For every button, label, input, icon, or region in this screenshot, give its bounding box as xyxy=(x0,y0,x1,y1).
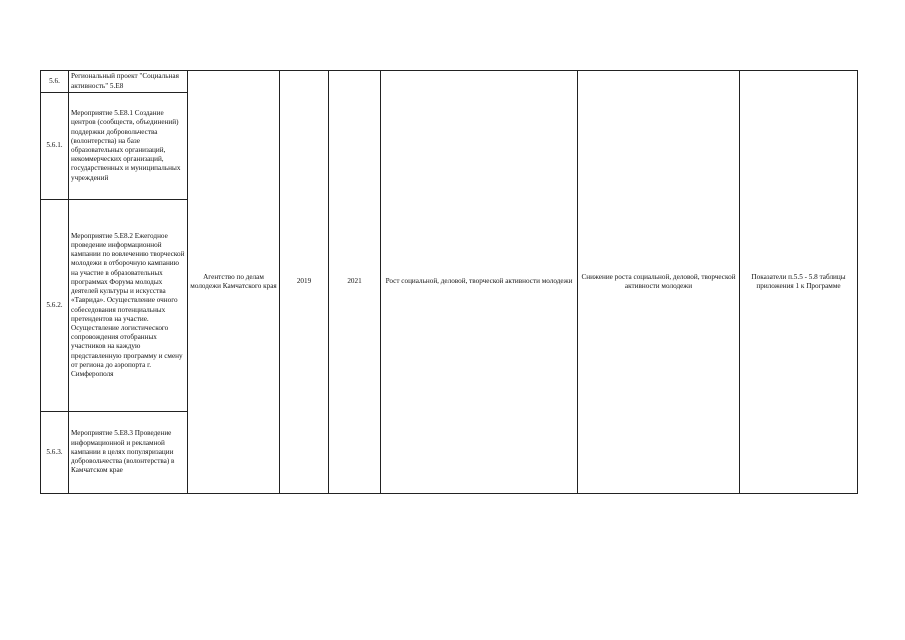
executor-cell: Агентство по делам молодежи Камчатского края xyxy=(188,71,280,494)
expected-result-cell: Рост социальной, деловой, творческой активности молодежи xyxy=(381,71,578,494)
start-year-cell: 2019 xyxy=(280,71,329,494)
row-title: Мероприятие 5.Е8.2 Ежегодное проведение информационной кампании по вовлечению творческой молодежи в отборочную кампанию на участие в образовательных программах Форума молодых деятелей культуры и искусства «Таврида». Осуществление очного собеседования потенциальных претендентов на участие. Осуществление логистического сопровождения отобранных участников на каждую представленную программу и смену от региона до аэропорта г. Симферополя xyxy=(69,200,188,412)
row-title: Мероприятие 5.Е8.3 Проведение информационной и рекламной кампании в целях популяризации добровольчества (волонтерства) в Камчатском крае xyxy=(69,412,188,494)
row-number: 5.6.1. xyxy=(41,93,69,200)
row-title: Мероприятие 5.Е8.1 Создание центров (сообществ, объединений) поддержки добровольчества (волонтерства) на базе образовательных организаций, некоммерческих организаций, государственных и муниципальных учреждений xyxy=(69,93,188,200)
program-activities-table xyxy=(40,70,858,494)
row-number: 5.6. xyxy=(41,71,69,93)
table-row xyxy=(41,71,858,93)
row-title: Региональный проект "Социальная активность" 5.Е8 xyxy=(69,71,188,93)
row-number: 5.6.3. xyxy=(41,412,69,494)
end-year-cell: 2021 xyxy=(329,71,381,494)
indicators-cell: Показатели п.5.5 - 5.8 таблицы приложения 1 к Программе xyxy=(740,71,858,494)
consequences-cell: Снижение роста социальной, деловой, творческой активности молодежи xyxy=(578,71,740,494)
row-number: 5.6.2. xyxy=(41,200,69,412)
